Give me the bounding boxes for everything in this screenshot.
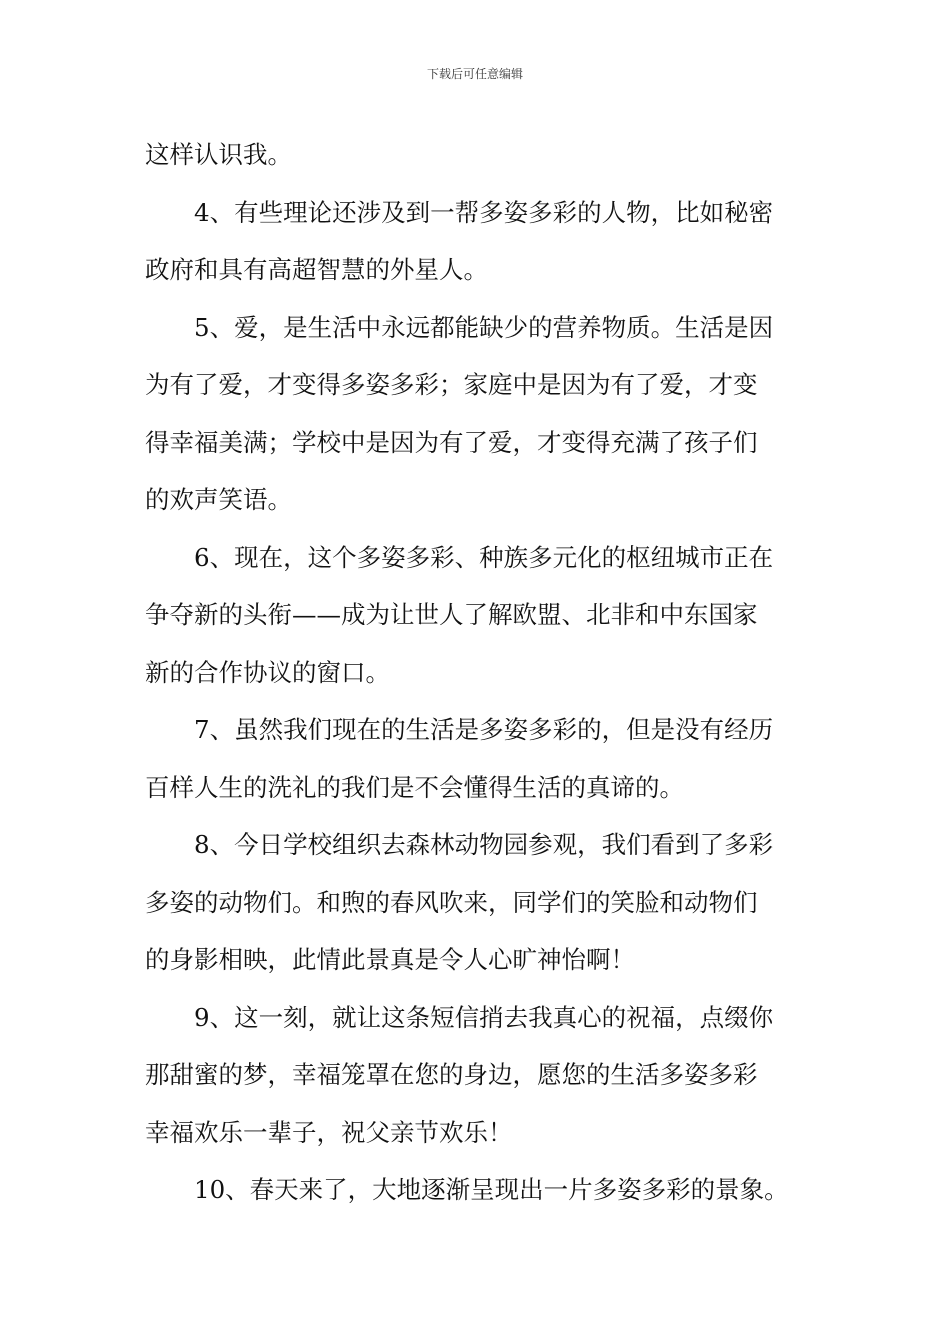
text-line: 政府和具有高超智慧的外星人。	[145, 255, 488, 284]
text-line: 那甜蜜的梦，幸福笼罩在您的身边，愿您的生活多姿多彩	[145, 1060, 758, 1089]
page-header-note: 下载后可任意编辑	[426, 67, 523, 81]
text-line: 10、春天来了，大地逐渐呈现出一片多姿多彩的景象。	[145, 1175, 789, 1204]
text-line: 多姿的动物们。和煦的春风吹来，同学们的笑脸和动物们	[145, 887, 758, 917]
text-line: 百样人生的洗礼的我们是不会懂得生活的真谛的。	[145, 772, 684, 802]
text-line: 争夺新的头衔——成为让世人了解欧盟、北非和中东国家	[145, 600, 758, 629]
text-line: 9、这一刻，就让这条短信捎去我真心的祝福，点缀你	[145, 1002, 774, 1032]
text-line: 得幸福美满；学校中是因为有了爱，才变得充满了孩子们	[145, 427, 758, 457]
text-line: 6、现在，这个多姿多彩、种族多元化的枢纽城市正在	[145, 542, 774, 572]
text-line: 的身影相映，此情此景真是令人心旷神怡啊！	[145, 945, 635, 974]
text-line: 4、有些理论还涉及到一帮多姿多彩的人物，比如秘密	[145, 197, 774, 227]
text-line: 5、爱，是生活中永远都能缺少的营养物质。生活是因	[145, 312, 774, 342]
text-line: 7、虽然我们现在的生活是多姿多彩的，但是没有经历	[145, 715, 774, 744]
text-line: 的欢声笑语。	[145, 485, 292, 514]
text-line: 8、今日学校组织去森林动物园参观，我们看到了多彩	[145, 830, 774, 859]
document-body	[145, 126, 815, 1219]
text-line: 幸福欢乐一辈子，祝父亲节欢乐！	[145, 1117, 513, 1147]
text-line: 新的合作协议的窗口。	[145, 657, 390, 687]
text-line: 这样认识我。	[145, 140, 292, 169]
text-line: 为有了爱，才变得多姿多彩；家庭中是因为有了爱，才变	[145, 370, 758, 399]
